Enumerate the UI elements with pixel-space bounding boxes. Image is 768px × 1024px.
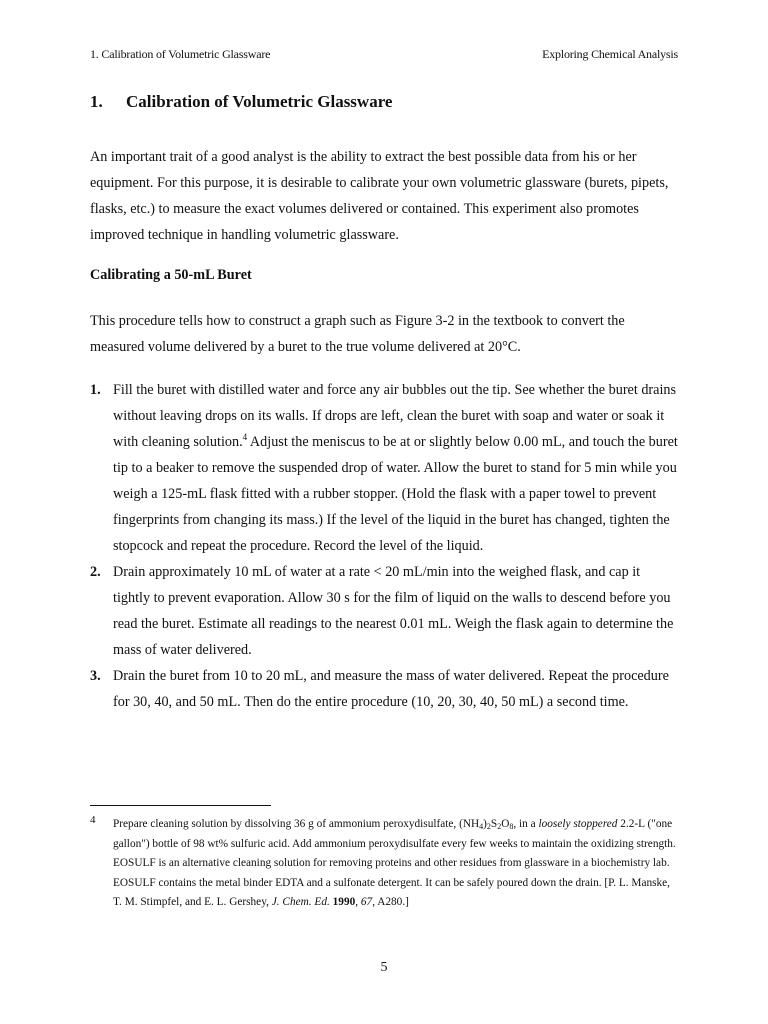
page-title xyxy=(90,92,392,112)
intro-paragraph: An important trait of a good analyst is the ability to extract the best possible data from his or her equipment. For this purpose, it is desirable to calibrate your own volumetric glassware (burets, pipets, flasks, etc.) to measure the exact volumes delivered or contained. This experiment also promotes improved technique in handling volumetric glassware. xyxy=(90,149,669,243)
fn-part: , in a xyxy=(513,818,539,830)
step-text xyxy=(113,377,678,559)
fn-part: S xyxy=(490,818,498,830)
fn-part: O xyxy=(501,818,510,830)
step-text: Drain approximately 10 mL of water at a rate < 20 mL/min into the weighed flask, and cap it tightly to prevent evaporation. Allow 30 s for the film of liquid on the walls to descend before you read the buret. Estimate all readings to the nearest 0.01 mL. Weigh the flask again to determine the mass of water delivered. xyxy=(113,564,674,658)
procedure-step xyxy=(90,663,678,715)
fn-journal: J. Chem. Ed. xyxy=(271,896,330,908)
step-text-part: Fill the buret with distilled water and force any air bubbles out the tip. See whether the buret drains without leaving drops on its walls. If drops are left, clean the buret with soap and water or soak it with cleaning solution. xyxy=(113,382,677,450)
footnote-text xyxy=(113,815,678,913)
footnote-reference[interactable]: 4 xyxy=(242,432,248,442)
section-heading: Calibrating a 50-mL Buret xyxy=(90,267,252,283)
fn-part: , A280.] xyxy=(372,896,409,908)
step-number: 1. xyxy=(90,382,101,398)
header-right: Exploring Chemical Analysis xyxy=(542,47,678,61)
section-intro-paragraph: This procedure tells how to construct a graph such as Figure 3-2 in the textbook to convert the measured volume delivered by a buret to the true volume delivered at 20°C. xyxy=(90,313,625,355)
footnote-separator xyxy=(90,805,271,806)
fn-part: , xyxy=(355,896,361,908)
fn-volume: 67 xyxy=(360,896,373,908)
fn-subscript: 8 xyxy=(509,822,514,831)
fn-subscript: 4 xyxy=(479,822,484,831)
fn-part: ) xyxy=(483,818,487,830)
step-text: Drain the buret from 10 to 20 mL, and measure the mass of water delivered. Repeat the procedure for 30, 40, and 50 mL. Then do the entire procedure (10, 20, 30, 40, 50 mL) a second time. xyxy=(113,668,669,710)
procedure-step xyxy=(90,559,678,663)
fn-subscript: 2 xyxy=(486,822,491,831)
title-text: Calibration of Volumetric Glassware xyxy=(126,92,393,111)
step-text-part: Adjust the meniscus to be at or slightly below 0.00 mL, and touch the buret tip to a beaker to remove the suspended drop of water. Allow the buret to stand for 5 min while you weigh a 125-mL flask fitted with a rubber stopper. (Hold the flask with a paper towel to prevent fingerprints from changing its mass.) If the level of the liquid in the buret has changed, tighten the stopcock and repeat the procedure. Record the level of the liquid. xyxy=(113,434,678,554)
step-number: 2. xyxy=(90,564,101,580)
header-left: 1. Calibration of Volumetric Glassware xyxy=(90,47,271,61)
footnote-mark: 4 xyxy=(90,814,96,826)
fn-part: Prepare cleaning solution by dissolving 36 g of ammonium peroxydisulfate, (NH xyxy=(113,818,480,830)
fn-subscript: 2 xyxy=(497,822,502,831)
fn-part: 2.2-L ("one gallon") bottle of 98 wt% sulfuric acid. Add ammonium peroxydisulfate every few weeks to maintain the oxidizing strength. EOSULF is an alternative cleaning solution for removing proteins and other residues from glassware in a biochemistry lab. EOSULF contains the metal binder EDTA and a sulfonate detergent. It can be safely poured down the drain. [P. L. Manske, T. M. Stimpfel, and E. L. Gershey, xyxy=(113,818,676,908)
step-number: 3. xyxy=(90,668,101,684)
fn-year: 1990 xyxy=(332,896,356,908)
title-number: 1. xyxy=(90,92,103,111)
procedure-steps xyxy=(90,377,678,715)
page-number: 5 xyxy=(380,960,388,975)
footnote xyxy=(90,815,678,913)
running-header xyxy=(90,47,678,62)
fn-emphasis: loosely stoppered xyxy=(538,818,618,830)
procedure-step xyxy=(90,377,678,559)
